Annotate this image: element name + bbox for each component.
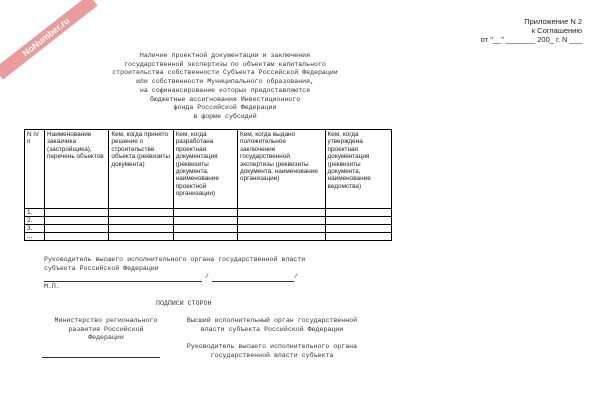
table-cell [238, 217, 326, 225]
ministry-line: Министерство регионального [54, 317, 158, 324]
header-number: N п/п [25, 130, 45, 209]
table-row [25, 217, 392, 225]
region-head-line: государственной власти субъекта [210, 351, 334, 359]
table-cell [109, 209, 173, 217]
appendix-header [481, 17, 582, 44]
table-row [25, 225, 392, 233]
appendix-agreement: к Соглашению [531, 26, 582, 35]
table-cell [45, 225, 109, 233]
title-line: в форме субсидий [193, 112, 257, 120]
title-line: строительства собственности Субъекта Российской Федерации [112, 69, 338, 77]
watermark: NoNumber.ru [0, 0, 98, 79]
row-number: 2. [25, 217, 45, 225]
header-design: Кем, когда разработана проектная документация (реквизиты документа, наименование проектной организации) [173, 130, 237, 209]
header-decision: Кем, когда принято решение о строительстве объекта (реквизиты документа) [109, 130, 173, 209]
table-cell [173, 225, 237, 233]
appendix-date: от "__" _______ 200_ г. N ___ [480, 35, 582, 44]
table-cell [173, 209, 237, 217]
table-cell [173, 217, 237, 225]
header-customer: Наименование заказчика (застройщика), перечень объектов [45, 130, 109, 209]
signature-slash: / [205, 273, 209, 280]
region-head [168, 343, 376, 360]
table-cell [45, 233, 109, 241]
table-cell [325, 217, 391, 225]
table-cell [325, 225, 391, 233]
title-line: Наличие проектной документации и заключения [139, 52, 311, 59]
table-cell [238, 233, 326, 241]
ministry-line: развития Российской [68, 325, 144, 333]
table-header-row [25, 130, 392, 209]
appendix-number: Приложение N 2 [524, 17, 582, 26]
row-number: ... [25, 233, 45, 241]
table-cell [173, 233, 237, 241]
table-row [25, 209, 392, 217]
region-authority-line: власти субъекта Российской Федерации [200, 325, 344, 333]
title-line: бюджетные ассигнования Инвестиционного [149, 95, 301, 103]
signature-slash-end: / [294, 273, 298, 280]
head-signature-line1: Руководитель высшего исполнительного органа государственной власти [44, 256, 306, 263]
document-title [95, 52, 355, 122]
head-signature-block [44, 256, 404, 273]
stamp-label: М.П. [44, 283, 60, 290]
table-cell [45, 217, 109, 225]
signatures-heading: ПОДПИСИ СТОРОН [156, 300, 212, 307]
table-cell [109, 217, 173, 225]
table-cell [238, 209, 326, 217]
ministry-signature [36, 317, 176, 343]
head-signature-line2: субъекта Российской Федерации [44, 264, 159, 272]
ministry-line: Федерации [88, 334, 124, 341]
row-number: 1. [25, 209, 45, 217]
title-line: государственной экспертизы по объектам капитального [124, 60, 326, 68]
row-number: 3. [25, 225, 45, 233]
region-head-line: Руководитель высшего исполнительного органа [186, 343, 358, 350]
table-cell [109, 233, 173, 241]
table-cell [109, 225, 173, 233]
table-cell [325, 209, 391, 217]
header-expertise: Кем, когда выдано положительное заключение государственной экспертизы (реквизиты документа, наименование организации) [238, 130, 326, 209]
title-line: или собственности Муниципального образования, [135, 78, 315, 86]
region-authority-line: Высший исполнительный орган государственной [186, 317, 358, 324]
ministry-signature-line [42, 357, 160, 358]
signature-line [44, 281, 202, 282]
table-row [25, 233, 392, 241]
title-line: фонда Российской Федерации [173, 104, 277, 112]
table-cell [325, 233, 391, 241]
table-cell [45, 209, 109, 217]
table-cell [238, 225, 326, 233]
title-line: на софинансирование которых предоставляются [139, 86, 311, 94]
header-approval: Кем, когда утверждена проектная документация (реквизиты документа, наименование ведомства) [325, 130, 391, 209]
documentation-table [24, 129, 392, 241]
name-line [212, 281, 294, 282]
region-authority [168, 317, 376, 334]
